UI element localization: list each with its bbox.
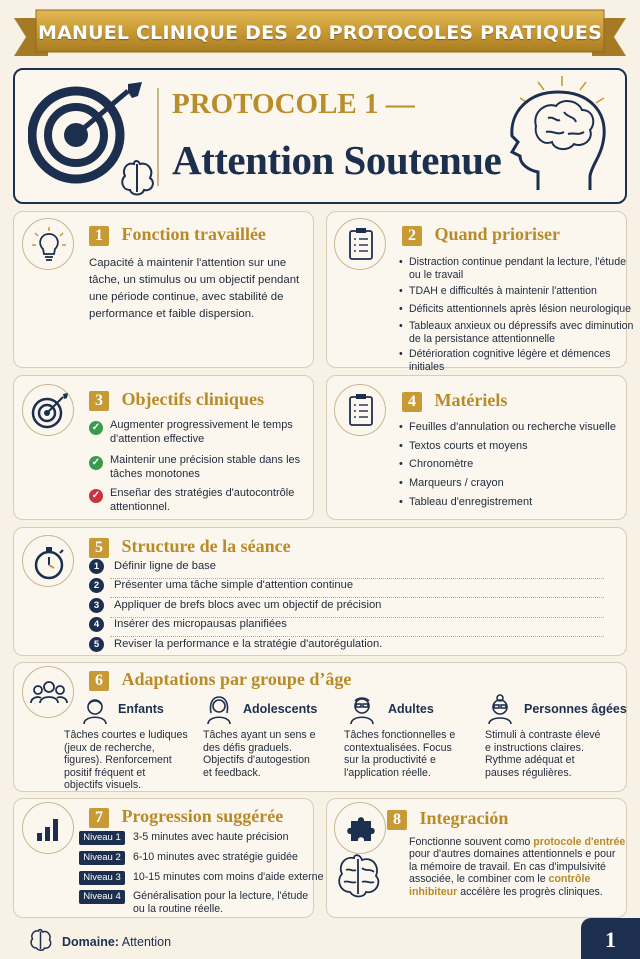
objectif-item [110, 486, 294, 514]
target-small-icon [22, 384, 74, 436]
item-line: Enseñar des stratégies d'autocontrôle [110, 487, 295, 499]
desc-line: Tâches fonctionnelles e [344, 729, 456, 741]
level-line: 10-15 minutes com moins d'aide externe [133, 871, 324, 883]
materiel-item: • Feuilles d'annulation ou recherche visuelle [399, 421, 616, 434]
item-line: attentionnel. [110, 501, 170, 513]
highlight-protocole: protocole d'entrée [533, 836, 626, 848]
prioriser-item [399, 348, 640, 374]
title-banner [14, 6, 626, 62]
desc-line: (jeux de recherche, [64, 741, 155, 754]
age-group-title: Adolescents [243, 702, 318, 716]
desc-line: Rythme adéquat et [485, 754, 575, 767]
section-1-heading [89, 224, 266, 246]
section-title: Fonction travaillée [121, 224, 266, 244]
level-text [133, 890, 308, 915]
text-run: accélère les progrès cliniques. [457, 885, 603, 898]
footer-domain [62, 935, 171, 949]
elderly-icon [484, 693, 516, 730]
highlight-inhibiteur: inhibiteur [409, 885, 458, 898]
fonction-line-3: une période continue, avec stabilité de [89, 291, 284, 303]
adult-icon [346, 693, 378, 730]
stopwatch-icon [22, 535, 74, 587]
section-title: Matériels [434, 390, 508, 410]
lightbulb-icon [22, 218, 74, 270]
desc-line: e instructions claires. [485, 741, 584, 754]
group-icon [22, 666, 74, 718]
step-text: Insérer des micropausas planifiées [114, 618, 287, 630]
item-line: Augmenter progressivement le temps [110, 419, 293, 431]
section-number: 5 [89, 538, 109, 558]
child-icon [80, 695, 110, 730]
item-line: ou le travail [409, 269, 464, 281]
materiel-item: • Marqueurs / crayon [399, 477, 504, 490]
check-icon: ✓ [89, 456, 103, 470]
level-line: 3-5 minutes avec haute précision [133, 831, 289, 843]
section-4-heading [402, 390, 507, 412]
prioriser-item [399, 256, 626, 282]
desc-line: positif fréquent et [64, 766, 146, 779]
level-text [133, 871, 323, 884]
objectif-item [110, 453, 300, 481]
section-number: 3 [89, 391, 109, 411]
section-number: 4 [402, 392, 422, 412]
level-badge: Niveau 4 [79, 890, 125, 904]
level-text [133, 831, 288, 844]
text-run: Fonctionne souvent como [409, 836, 534, 848]
desc-line: sur la productivité e [344, 754, 436, 767]
check-icon: ✓ [89, 421, 103, 435]
text-line: la mémoire de travail. En cas d'impulsivité [409, 860, 606, 873]
materiel-item: • Chronomètre [399, 458, 473, 471]
desc-line: contextualisées. Focus [344, 741, 452, 754]
teen-icon [203, 693, 235, 730]
section-number: 6 [89, 671, 109, 691]
section-title: Adaptations par groupe d’âge [121, 669, 352, 689]
item-line: tâches monotones [110, 468, 200, 480]
desc-line: Tâches ayant un sens e [203, 729, 316, 741]
desc-line: l'application réelle. [344, 766, 431, 779]
level-badge: Niveau 2 [79, 851, 125, 865]
domain-label: Domaine: [62, 935, 119, 949]
text-run: associée, le combiner com le [409, 873, 549, 886]
section-number: 7 [89, 808, 109, 828]
step-number: 3 [89, 598, 104, 613]
step-number: 1 [89, 559, 104, 574]
step-text: Définir ligne de base [114, 560, 216, 572]
fonction-line-2: tâche, un stimulus ou um objectif pendant [89, 274, 300, 286]
item-line: d'attention effective [110, 433, 205, 445]
level-line: ou la routine réelle. [133, 902, 224, 915]
level-text [133, 851, 298, 864]
materiel-item: • Textos courts et moyens [399, 440, 528, 453]
item-line: • Distraction continue pendant la lecture, l'étude [409, 256, 626, 268]
objectif-item [110, 418, 293, 446]
section-number: 2 [402, 226, 422, 246]
level-line: Généralisation pour la lecture, l'étude [133, 890, 309, 902]
section-2-heading [402, 224, 560, 246]
desc-line: des défis graduels. [203, 741, 292, 754]
puzzle-icon [334, 802, 386, 854]
desc-line: figures). Renforcement [64, 754, 172, 767]
section-7-heading [89, 806, 283, 828]
level-line: 6-10 minutes avec stratégie guidée [133, 851, 298, 863]
page-title: Attention Soutenue [172, 137, 502, 183]
text-line: pour d'autres domaines attentionnels e pour [409, 848, 616, 861]
section-title: Structure de la séance [121, 536, 291, 556]
age-group-desc [485, 729, 600, 779]
step-number: 2 [89, 578, 104, 593]
level-badge: Niveau 3 [79, 871, 125, 885]
section-3-heading [89, 389, 264, 411]
check-icon: ✓ [89, 489, 103, 503]
footer-brain-icon [28, 928, 54, 957]
step-text: Présenter uma tâche simple d'attention continue [114, 579, 354, 591]
highlight-controle: contrôle [548, 873, 591, 886]
item-line: de la persistance attentionnelle [409, 333, 556, 345]
section-number: 8 [387, 810, 407, 830]
domain-value: Attention [118, 935, 172, 949]
fonction-line-1: Capacité à maintenir l'attention sur une [89, 257, 287, 269]
section-title: Progression suggérée [121, 806, 284, 826]
desc-line: Stimuli à contraste élevé [485, 729, 601, 741]
banner-title: MANUEL CLINIQUE DES 20 PROTOCOLES PRATIQUES [38, 22, 602, 44]
step-text: Appliquer de brefs blocs avec um objectif de précision [114, 599, 382, 611]
item-line: • Tableaux anxieux ou dépressifs avec diminution [409, 320, 634, 332]
step-divider [110, 636, 604, 637]
protocol-number: PROTOCOLE 1 — [172, 88, 415, 120]
prioriser-item [399, 285, 597, 298]
age-group-title: Enfants [118, 702, 164, 716]
step-number: 5 [89, 637, 104, 652]
target-icon [28, 78, 156, 196]
clipboard-icon [334, 218, 386, 270]
head-brain-icon [498, 72, 624, 200]
section-number: 1 [89, 226, 109, 246]
age-group-title: Personnes âgées [524, 702, 627, 716]
age-group-title: Adultes [388, 702, 434, 716]
brain-icon [334, 852, 384, 905]
header-divider [157, 88, 159, 186]
item-line: • Détérioration cognitive légère et démences initiales [409, 348, 611, 373]
desc-line: Objectifs d'autogestion [203, 754, 310, 767]
age-group-desc [344, 729, 455, 779]
section-8-heading [387, 808, 508, 830]
section-6-heading [89, 669, 351, 691]
integracion-text [409, 836, 625, 898]
level-badge: Niveau 1 [79, 831, 125, 845]
prioriser-item [399, 303, 631, 316]
desc-line: et feedback. [203, 766, 261, 779]
item-line: • Déficits attentionnels après lésion neurologique [409, 303, 632, 315]
prioriser-item [399, 320, 633, 346]
fonction-line-4: performance et faible dispersion. [89, 308, 255, 320]
step-number: 4 [89, 617, 104, 632]
age-group-desc [203, 729, 315, 779]
item-line: Maintenir une précision stable dans les [110, 454, 301, 466]
step-divider [110, 597, 604, 598]
page-number: 1 [581, 918, 640, 959]
section-5-heading [89, 536, 291, 558]
bar-chart-icon [22, 802, 74, 854]
desc-line: objectifs visuels. [64, 779, 142, 792]
age-group-desc [64, 729, 188, 792]
item-line: • TDAH e difficultés à maintenir l'attention [409, 285, 597, 297]
checklist-icon [334, 384, 386, 436]
section-title: Quand prioriser [434, 224, 560, 244]
section-title: Objectifs cliniques [121, 389, 264, 409]
step-text: Reviser la performance e la stratégie d'autorégulation. [114, 638, 383, 650]
desc-line: pauses régulières. [485, 766, 572, 779]
desc-line: Tâches courtes e ludiques [64, 729, 188, 741]
section-title: Integración [419, 808, 509, 828]
materiel-item: • Tableau d'enregistrement [399, 496, 532, 509]
